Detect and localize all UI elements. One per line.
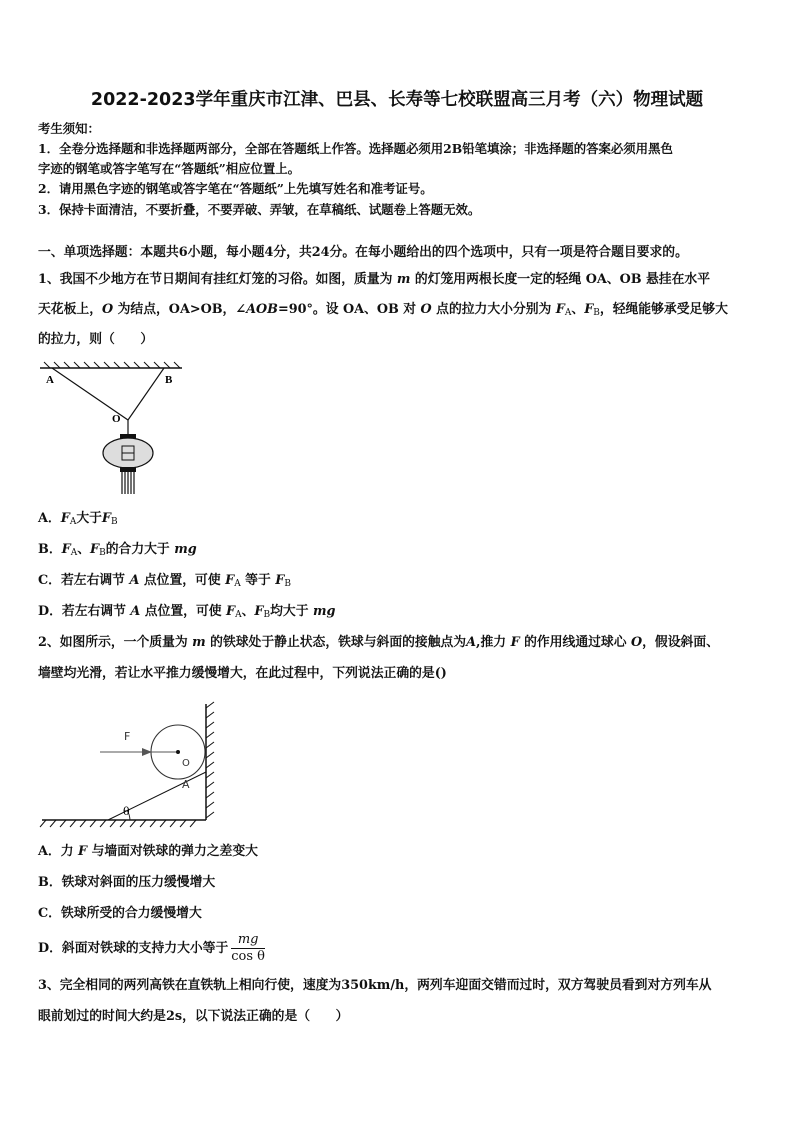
notice-item-1-line-2: 字迹的钢笔或答字笔写在“答题纸”相应位置上。 <box>38 161 301 176</box>
notice-heading: 考生须知： <box>38 121 100 136</box>
label-theta: θ <box>123 805 130 818</box>
q2-line-1: 2、如图所示，一个质量为 m 的铁球处于静止状态，铁球与斜面的接触点为A,推力 F 的作用线通过球心 O，假设斜面、 <box>38 635 719 650</box>
notice-item-2: 2．请用黑色字迹的钢笔或答字笔在“答题纸”上先填写姓名和准考证号。 <box>38 181 433 196</box>
q2-option-a[interactable]: A．力 F 与墙面对铁球的弹力之差变大 <box>38 844 258 859</box>
label-a: A <box>182 778 190 791</box>
q1-line-3: 的拉力，则（ ） <box>38 332 154 347</box>
q2-line-2: 墙壁均光滑，若让水平推力缓慢增大，在此过程中，下列说法正确的是() <box>38 666 447 681</box>
section-heading: 一、单项选择题：本题共6小题，每小题4分，共24分。在每小题给出的四个选项中，只有一项是符合题目要求的。 <box>38 245 688 260</box>
q2-option-c[interactable]: C．铁球所受的合力缓慢增大 <box>38 906 202 921</box>
q1-option-d[interactable]: D．若左右调节 A 点位置，可使 $F_A$、$F_B$均大于 mg <box>38 604 336 620</box>
label-b: B <box>165 374 173 386</box>
q1-option-c[interactable]: C．若左右调节 A 点位置，可使 $F_A$ 等于 $F_B$ <box>38 573 291 589</box>
ceiling-hatching <box>40 362 182 368</box>
rope-ob <box>128 368 164 420</box>
page-title: 2022-2023学年重庆市江津、巴县、长寿等七校联盟高三月考（六）物理试题 <box>90 90 704 110</box>
notice-item-1-line-1: 1．全卷分选择题和非选择题两部分，全部在答题纸上作答。选择题必须用2B铅笔填涂；非选择题的答案必须用黑色 <box>38 141 673 156</box>
q2-ball-incline-figure <box>38 700 228 830</box>
wall-hatching <box>206 702 214 820</box>
fraction-mg-over-cos-theta: $\frac{mg}{\text{cos θ}}$ <box>231 932 266 964</box>
ground-hatching <box>40 820 206 827</box>
lantern-bottom-cap <box>120 467 136 472</box>
notice-item-3: 3．保持卡面清洁，不要折叠，不要弄破、弄皱，在草稿纸、试题卷上答题无效。 <box>38 202 481 217</box>
q3-line-1: 3、完全相同的两列高铁在直铁轨上相向行使，速度为350km/h，两列车迎面交错而过时，双方驾驶员看到对方列车从 <box>38 978 712 993</box>
q2-option-b[interactable]: B．铁球对斜面的压力缓慢增大 <box>38 875 216 890</box>
q1-line-1: 1、我国不少地方在节日期间有挂红灯笼的习俗。如图，质量为 m 的灯笼用两根长度一定的轻绳 OA、OB 悬挂在水平 <box>38 272 710 287</box>
label-o: O <box>182 758 190 769</box>
force-arrow-icon <box>142 748 152 756</box>
q1-lantern-figure <box>36 360 186 500</box>
q1-option-b[interactable]: B．$F_A$、$F_B$的合力大于 mg <box>38 542 197 558</box>
q2-option-d[interactable]: D．斜面对铁球的支持力大小等于 $\frac{mg}{\text{cos θ}}$ <box>38 932 266 964</box>
ball-center-dot <box>176 750 180 754</box>
q1-line-2: 天花板上，O 为结点，OA>OB，∠AOB=90°。设 OA、OB 对 O 点的拉力大小分别为 $F_A$、$F_B$，轻绳能够承受足够大 <box>38 302 728 318</box>
label-o: O <box>112 413 121 425</box>
label-a: A <box>46 374 54 386</box>
q1-option-a[interactable]: A．$F_A$大于$F_B$ <box>38 511 118 527</box>
q3-line-2: 眼前划过的时间大约是2s，以下说法正确的是（ ） <box>38 1009 349 1024</box>
label-f: F <box>124 730 131 743</box>
lantern-tassel <box>122 472 134 494</box>
